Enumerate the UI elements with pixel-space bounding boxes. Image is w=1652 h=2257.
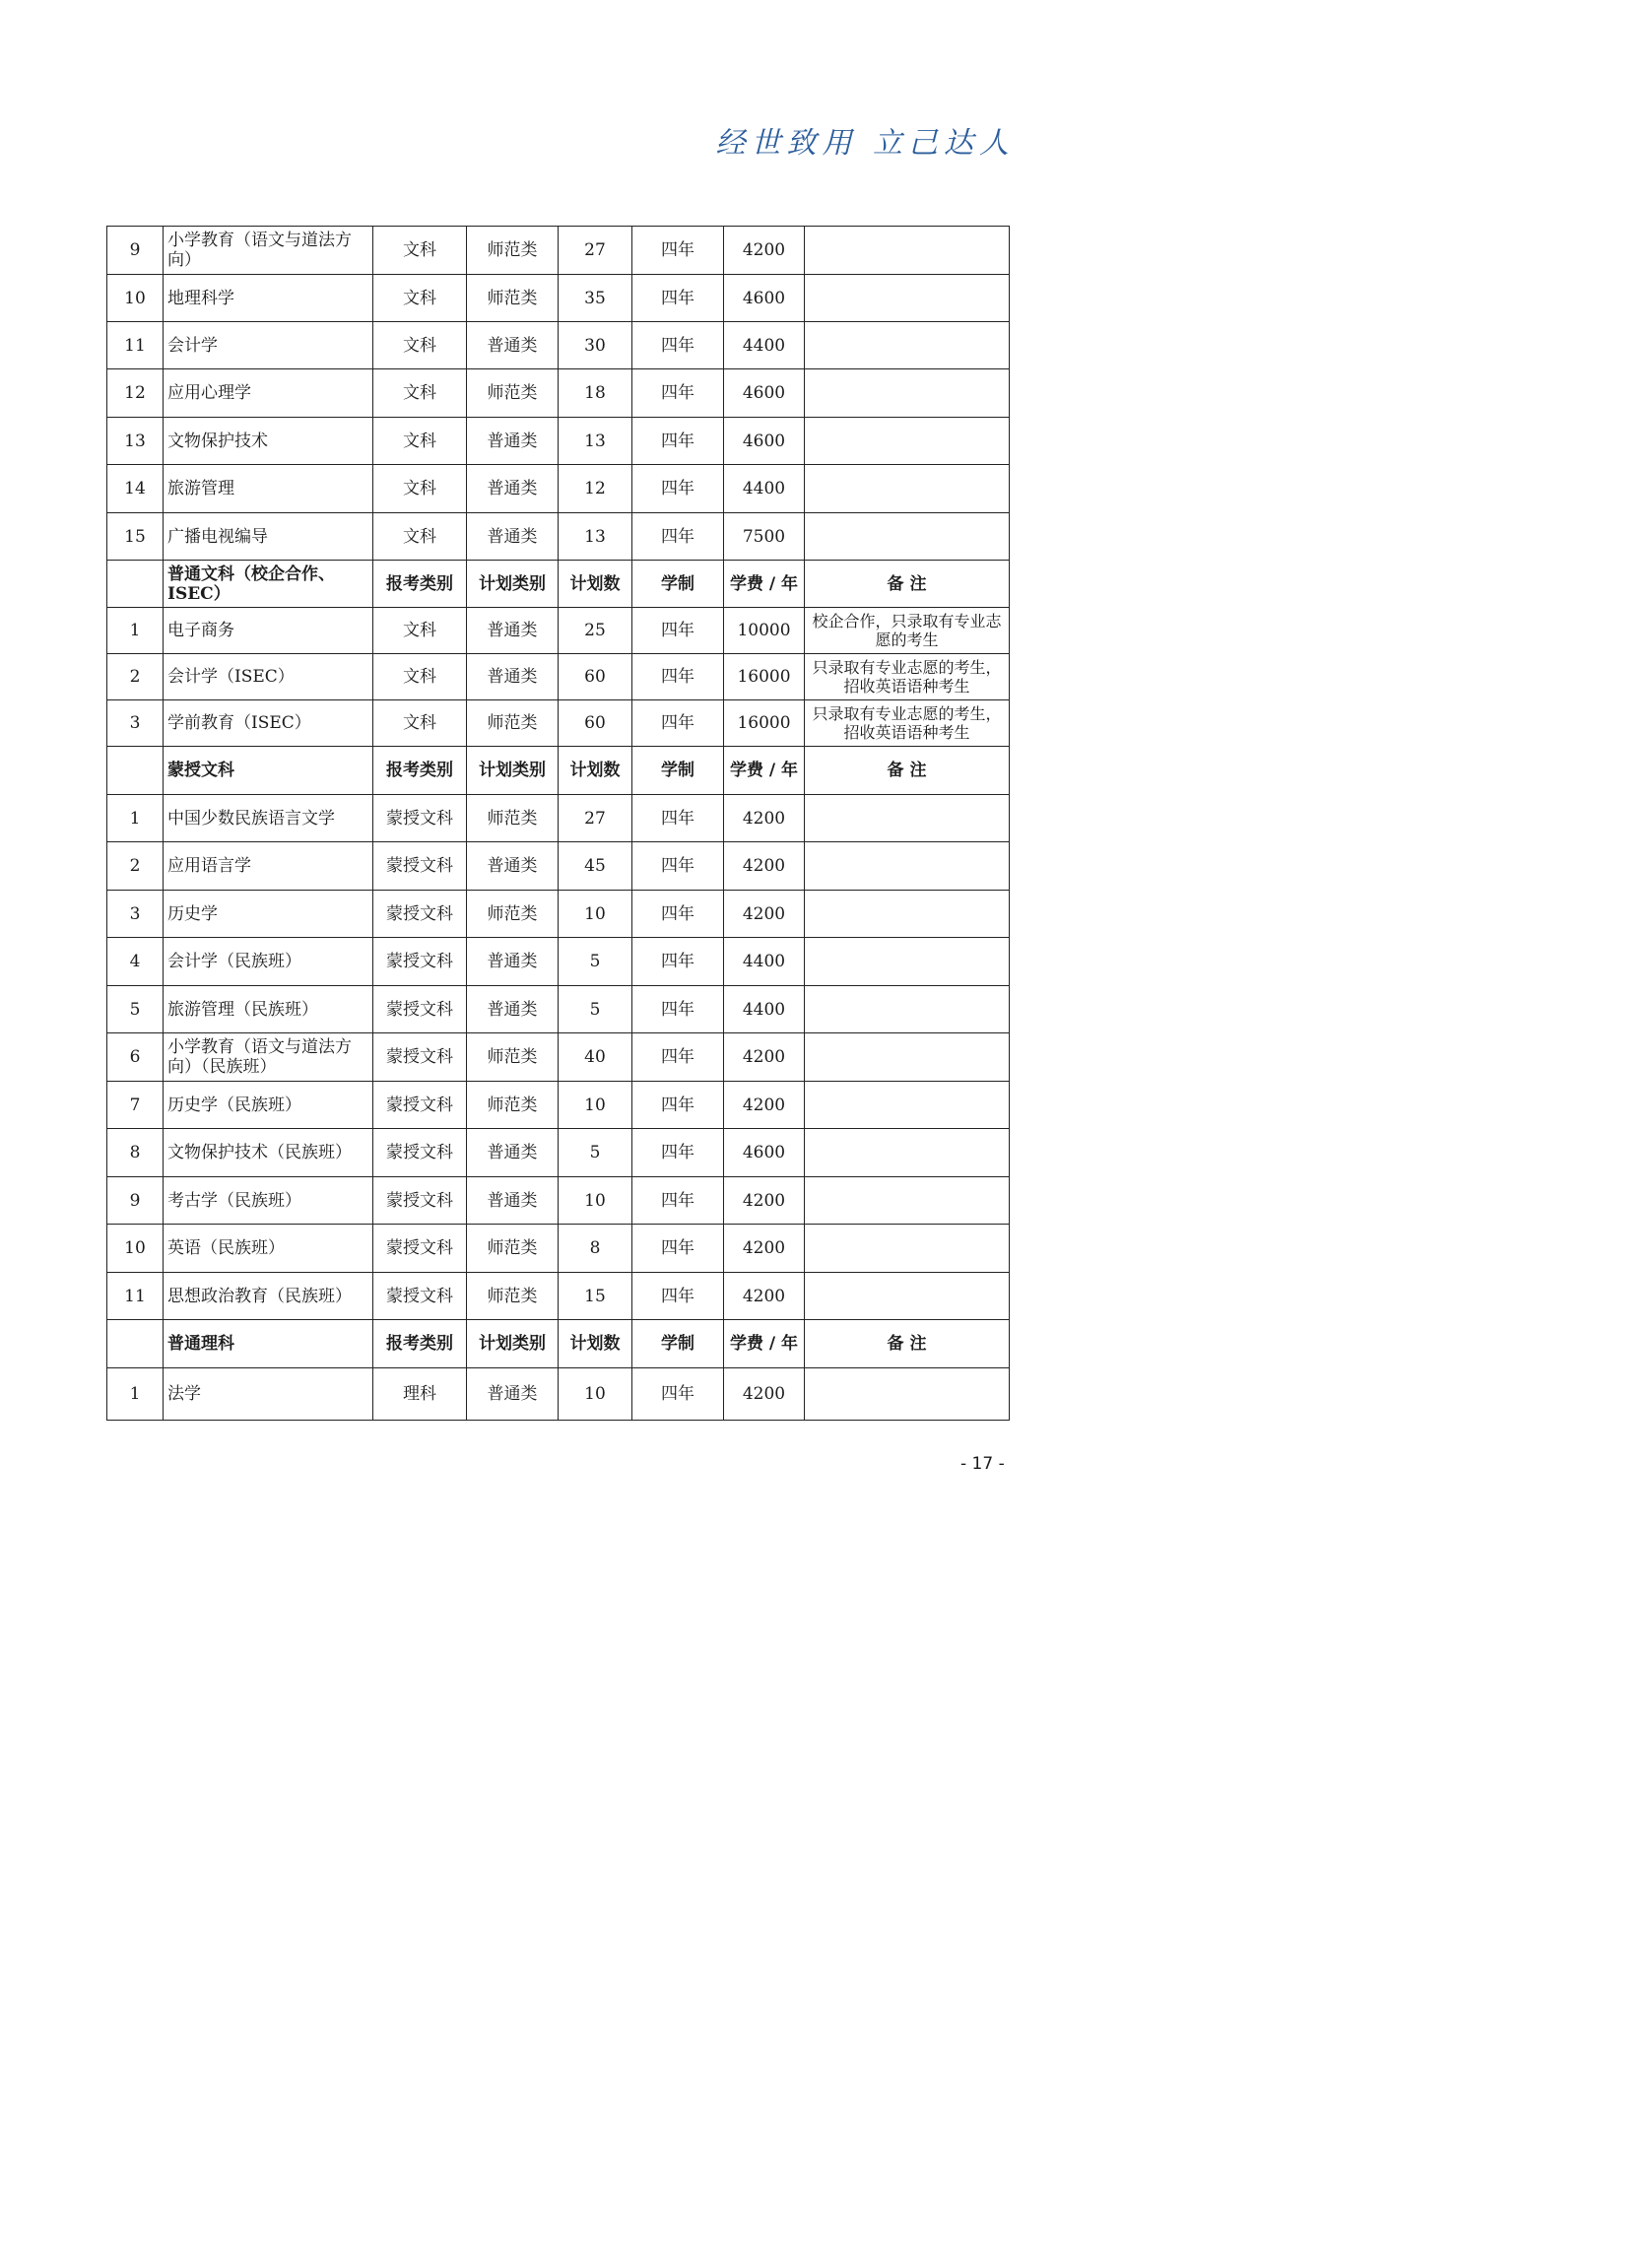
plan-category-cell: 师范类 — [467, 369, 559, 418]
plan-count-cell: 5 — [559, 938, 632, 986]
apply-category-cell: 文科 — [373, 513, 467, 561]
table-row — [107, 1368, 1010, 1421]
major-name-cell: 电子商务 — [164, 608, 373, 654]
major-name-cell: 中国少数民族语言文学 — [164, 795, 373, 842]
duration-cell: 四年 — [632, 795, 724, 842]
plan-count-cell: 25 — [559, 608, 632, 654]
plan-category-cell: 普通类 — [467, 1177, 559, 1225]
remark-cell: 校企合作，只录取有专业志愿的考生 — [805, 608, 1010, 654]
row-number-cell: 15 — [107, 513, 164, 561]
duration-cell: 四年 — [632, 608, 724, 654]
plan-category-cell: 师范类 — [467, 1273, 559, 1320]
plan-category-cell: 师范类 — [467, 891, 559, 938]
table-row — [107, 465, 1010, 513]
major-name-cell: 考古学（民族班） — [164, 1177, 373, 1225]
major-name-cell: 普通文科（校企合作、ISEC） — [164, 561, 373, 608]
remark-cell — [805, 1082, 1010, 1129]
plan-category-cell: 普通类 — [467, 608, 559, 654]
duration-cell: 四年 — [632, 322, 724, 369]
remark-cell — [805, 1177, 1010, 1225]
plan-category-cell: 师范类 — [467, 1225, 559, 1273]
tuition-fee-cell: 4200 — [724, 1177, 805, 1225]
table-row — [107, 842, 1010, 891]
tuition-fee-cell: 4600 — [724, 1129, 805, 1177]
apply-category-cell: 文科 — [373, 369, 467, 418]
remark-cell — [805, 938, 1010, 986]
tuition-fee-cell: 4400 — [724, 986, 805, 1033]
plan-count-cell: 10 — [559, 891, 632, 938]
plan-count-cell: 计划数 — [559, 561, 632, 608]
row-number-cell: 2 — [107, 842, 164, 891]
row-number-cell: 11 — [107, 1273, 164, 1320]
apply-category-cell: 文科 — [373, 275, 467, 322]
duration-cell: 四年 — [632, 1273, 724, 1320]
row-number-cell: 2 — [107, 654, 164, 700]
remark-cell — [805, 369, 1010, 418]
row-number-cell: 12 — [107, 369, 164, 418]
tuition-fee-cell: 学费 / 年 — [724, 561, 805, 608]
row-number-cell: 1 — [107, 608, 164, 654]
duration-cell: 四年 — [632, 1177, 724, 1225]
apply-category-cell: 文科 — [373, 418, 467, 465]
plan-count-cell: 计划数 — [559, 1320, 632, 1368]
plan-count-cell: 35 — [559, 275, 632, 322]
duration-cell: 四年 — [632, 842, 724, 891]
row-number-cell: 3 — [107, 700, 164, 747]
table-row — [107, 938, 1010, 986]
major-name-cell: 会计学（民族班） — [164, 938, 373, 986]
plan-count-cell: 27 — [559, 795, 632, 842]
row-number-cell: 14 — [107, 465, 164, 513]
major-name-cell: 学前教育（ISEC） — [164, 700, 373, 747]
apply-category-cell: 蒙授文科 — [373, 795, 467, 842]
tuition-fee-cell: 4200 — [724, 1082, 805, 1129]
row-number-cell: 5 — [107, 986, 164, 1033]
plan-category-cell: 普通类 — [467, 986, 559, 1033]
major-name-cell: 普通理科 — [164, 1320, 373, 1368]
row-number-cell: 1 — [107, 795, 164, 842]
plan-count-cell: 12 — [559, 465, 632, 513]
remark-cell — [805, 842, 1010, 891]
tuition-fee-cell: 10000 — [724, 608, 805, 654]
remark-cell: 备 注 — [805, 747, 1010, 795]
duration-cell: 四年 — [632, 891, 724, 938]
row-number-cell — [107, 561, 164, 608]
major-name-cell: 广播电视编导 — [164, 513, 373, 561]
table-row — [107, 608, 1010, 654]
plan-count-cell: 计划数 — [559, 747, 632, 795]
motto-heading: 经世致用 立己达人 — [715, 126, 1015, 161]
apply-category-cell: 文科 — [373, 608, 467, 654]
plan-category-cell: 普通类 — [467, 465, 559, 513]
plan-category-cell: 普通类 — [467, 842, 559, 891]
plan-count-cell: 13 — [559, 513, 632, 561]
apply-category-cell: 文科 — [373, 654, 467, 700]
tuition-fee-cell: 4600 — [724, 369, 805, 418]
apply-category-cell: 蒙授文科 — [373, 1273, 467, 1320]
major-name-cell: 英语（民族班） — [164, 1225, 373, 1273]
duration-cell: 四年 — [632, 275, 724, 322]
apply-category-cell: 蒙授文科 — [373, 986, 467, 1033]
plan-count-cell: 8 — [559, 1225, 632, 1273]
plan-category-cell: 师范类 — [467, 1033, 559, 1082]
major-name-cell: 思想政治教育（民族班） — [164, 1273, 373, 1320]
remark-cell — [805, 986, 1010, 1033]
remark-cell — [805, 1225, 1010, 1273]
plan-count-cell: 13 — [559, 418, 632, 465]
duration-cell: 学制 — [632, 1320, 724, 1368]
apply-category-cell: 文科 — [373, 322, 467, 369]
duration-cell: 四年 — [632, 1225, 724, 1273]
duration-cell: 四年 — [632, 700, 724, 747]
table-row — [107, 1033, 1010, 1082]
major-name-cell: 小学教育（语文与道法方向）（民族班） — [164, 1033, 373, 1082]
remark-cell — [805, 1129, 1010, 1177]
remark-cell: 只录取有专业志愿的考生，招收英语语种考生 — [805, 700, 1010, 747]
major-name-cell: 旅游管理（民族班） — [164, 986, 373, 1033]
major-name-cell: 会计学 — [164, 322, 373, 369]
major-name-cell: 应用心理学 — [164, 369, 373, 418]
duration-cell: 四年 — [632, 654, 724, 700]
duration-cell: 四年 — [632, 938, 724, 986]
plan-category-cell: 师范类 — [467, 1082, 559, 1129]
apply-category-cell: 蒙授文科 — [373, 842, 467, 891]
remark-cell — [805, 513, 1010, 561]
table-row — [107, 1129, 1010, 1177]
tuition-fee-cell: 4600 — [724, 275, 805, 322]
tuition-fee-cell: 4400 — [724, 938, 805, 986]
plan-category-cell: 师范类 — [467, 700, 559, 747]
major-name-cell: 蒙授文科 — [164, 747, 373, 795]
tuition-fee-cell: 7500 — [724, 513, 805, 561]
major-name-cell: 会计学（ISEC） — [164, 654, 373, 700]
row-number-cell: 9 — [107, 227, 164, 275]
remark-cell — [805, 418, 1010, 465]
tuition-fee-cell: 4200 — [724, 1225, 805, 1273]
table-row — [107, 795, 1010, 842]
remark-cell — [805, 275, 1010, 322]
tuition-fee-cell: 4200 — [724, 1368, 805, 1421]
tuition-fee-cell: 4600 — [724, 418, 805, 465]
plan-category-cell: 师范类 — [467, 227, 559, 275]
major-name-cell: 历史学（民族班） — [164, 1082, 373, 1129]
table-row — [107, 654, 1010, 700]
duration-cell: 四年 — [632, 369, 724, 418]
section-header-row — [107, 561, 1010, 608]
duration-cell: 学制 — [632, 561, 724, 608]
plan-category-cell: 普通类 — [467, 513, 559, 561]
major-name-cell: 旅游管理 — [164, 465, 373, 513]
row-number-cell: 4 — [107, 938, 164, 986]
table-row — [107, 369, 1010, 418]
duration-cell: 四年 — [632, 1368, 724, 1421]
table-row — [107, 513, 1010, 561]
duration-cell: 学制 — [632, 747, 724, 795]
major-name-cell: 文物保护技术 — [164, 418, 373, 465]
remark-cell — [805, 1033, 1010, 1082]
plan-category-cell: 师范类 — [467, 275, 559, 322]
apply-category-cell: 蒙授文科 — [373, 1082, 467, 1129]
apply-category-cell: 文科 — [373, 700, 467, 747]
duration-cell: 四年 — [632, 465, 724, 513]
plan-category-cell: 普通类 — [467, 938, 559, 986]
plan-count-cell: 5 — [559, 986, 632, 1033]
tuition-fee-cell: 16000 — [724, 654, 805, 700]
duration-cell: 四年 — [632, 513, 724, 561]
plan-category-cell: 计划类别 — [467, 1320, 559, 1368]
plan-count-cell: 60 — [559, 700, 632, 747]
remark-cell — [805, 1273, 1010, 1320]
table-row — [107, 322, 1010, 369]
apply-category-cell: 报考类别 — [373, 561, 467, 608]
row-number-cell: 6 — [107, 1033, 164, 1082]
remark-cell: 只录取有专业志愿的考生，招收英语语种考生 — [805, 654, 1010, 700]
tuition-fee-cell: 学费 / 年 — [724, 1320, 805, 1368]
tuition-fee-cell: 4400 — [724, 322, 805, 369]
table-row — [107, 700, 1010, 747]
plan-category-cell: 普通类 — [467, 322, 559, 369]
table-row — [107, 227, 1010, 275]
major-name-cell: 应用语言学 — [164, 842, 373, 891]
apply-category-cell: 文科 — [373, 465, 467, 513]
major-name-cell: 历史学 — [164, 891, 373, 938]
apply-category-cell: 蒙授文科 — [373, 938, 467, 986]
row-number-cell: 11 — [107, 322, 164, 369]
table-row — [107, 418, 1010, 465]
remark-cell — [805, 227, 1010, 275]
plan-count-cell: 10 — [559, 1177, 632, 1225]
plan-count-cell: 30 — [559, 322, 632, 369]
major-name-cell: 地理科学 — [164, 275, 373, 322]
apply-category-cell: 蒙授文科 — [373, 1129, 467, 1177]
table-row — [107, 1225, 1010, 1273]
table-row — [107, 1273, 1010, 1320]
table-row — [107, 275, 1010, 322]
tuition-fee-cell: 4200 — [724, 1273, 805, 1320]
section-header-row — [107, 1320, 1010, 1368]
table-row — [107, 891, 1010, 938]
apply-category-cell: 文科 — [373, 227, 467, 275]
row-number-cell: 10 — [107, 275, 164, 322]
admission-plan-table — [106, 226, 1010, 1421]
remark-cell — [805, 1368, 1010, 1421]
plan-category-cell: 普通类 — [467, 1368, 559, 1421]
plan-count-cell: 18 — [559, 369, 632, 418]
plan-count-cell: 10 — [559, 1368, 632, 1421]
tuition-fee-cell: 4200 — [724, 891, 805, 938]
tuition-fee-cell: 4400 — [724, 465, 805, 513]
row-number-cell: 7 — [107, 1082, 164, 1129]
major-name-cell: 文物保护技术（民族班） — [164, 1129, 373, 1177]
table-row — [107, 1082, 1010, 1129]
row-number-cell: 10 — [107, 1225, 164, 1273]
row-number-cell — [107, 1320, 164, 1368]
row-number-cell: 1 — [107, 1368, 164, 1421]
tuition-fee-cell: 学费 / 年 — [724, 747, 805, 795]
plan-count-cell: 60 — [559, 654, 632, 700]
plan-category-cell: 普通类 — [467, 418, 559, 465]
row-number-cell: 8 — [107, 1129, 164, 1177]
remark-cell — [805, 891, 1010, 938]
row-number-cell: 13 — [107, 418, 164, 465]
plan-category-cell: 普通类 — [467, 1129, 559, 1177]
major-name-cell: 法学 — [164, 1368, 373, 1421]
plan-count-cell: 5 — [559, 1129, 632, 1177]
section-header-row — [107, 747, 1010, 795]
plan-count-cell: 15 — [559, 1273, 632, 1320]
row-number-cell: 9 — [107, 1177, 164, 1225]
remark-cell — [805, 465, 1010, 513]
duration-cell: 四年 — [632, 1033, 724, 1082]
tuition-fee-cell: 4200 — [724, 842, 805, 891]
remark-cell: 备 注 — [805, 561, 1010, 608]
apply-category-cell: 蒙授文科 — [373, 1033, 467, 1082]
apply-category-cell: 报考类别 — [373, 1320, 467, 1368]
duration-cell: 四年 — [632, 1129, 724, 1177]
plan-category-cell: 计划类别 — [467, 561, 559, 608]
tuition-fee-cell: 16000 — [724, 700, 805, 747]
apply-category-cell: 蒙授文科 — [373, 1177, 467, 1225]
remark-cell — [805, 322, 1010, 369]
apply-category-cell: 报考类别 — [373, 747, 467, 795]
apply-category-cell: 蒙授文科 — [373, 1225, 467, 1273]
plan-count-cell: 10 — [559, 1082, 632, 1129]
tuition-fee-cell: 4200 — [724, 795, 805, 842]
remark-cell: 备 注 — [805, 1320, 1010, 1368]
table-row — [107, 986, 1010, 1033]
plan-count-cell: 40 — [559, 1033, 632, 1082]
page-number: - 17 - — [960, 1454, 1005, 1474]
tuition-fee-cell: 4200 — [724, 227, 805, 275]
tuition-fee-cell: 4200 — [724, 1033, 805, 1082]
plan-category-cell: 计划类别 — [467, 747, 559, 795]
apply-category-cell: 理科 — [373, 1368, 467, 1421]
plan-category-cell: 普通类 — [467, 654, 559, 700]
major-name-cell: 小学教育（语文与道法方向） — [164, 227, 373, 275]
duration-cell: 四年 — [632, 1082, 724, 1129]
duration-cell: 四年 — [632, 986, 724, 1033]
apply-category-cell: 蒙授文科 — [373, 891, 467, 938]
plan-category-cell: 师范类 — [467, 795, 559, 842]
row-number-cell — [107, 747, 164, 795]
duration-cell: 四年 — [632, 418, 724, 465]
plan-count-cell: 27 — [559, 227, 632, 275]
table-row — [107, 1177, 1010, 1225]
duration-cell: 四年 — [632, 227, 724, 275]
row-number-cell: 3 — [107, 891, 164, 938]
remark-cell — [805, 795, 1010, 842]
plan-count-cell: 45 — [559, 842, 632, 891]
